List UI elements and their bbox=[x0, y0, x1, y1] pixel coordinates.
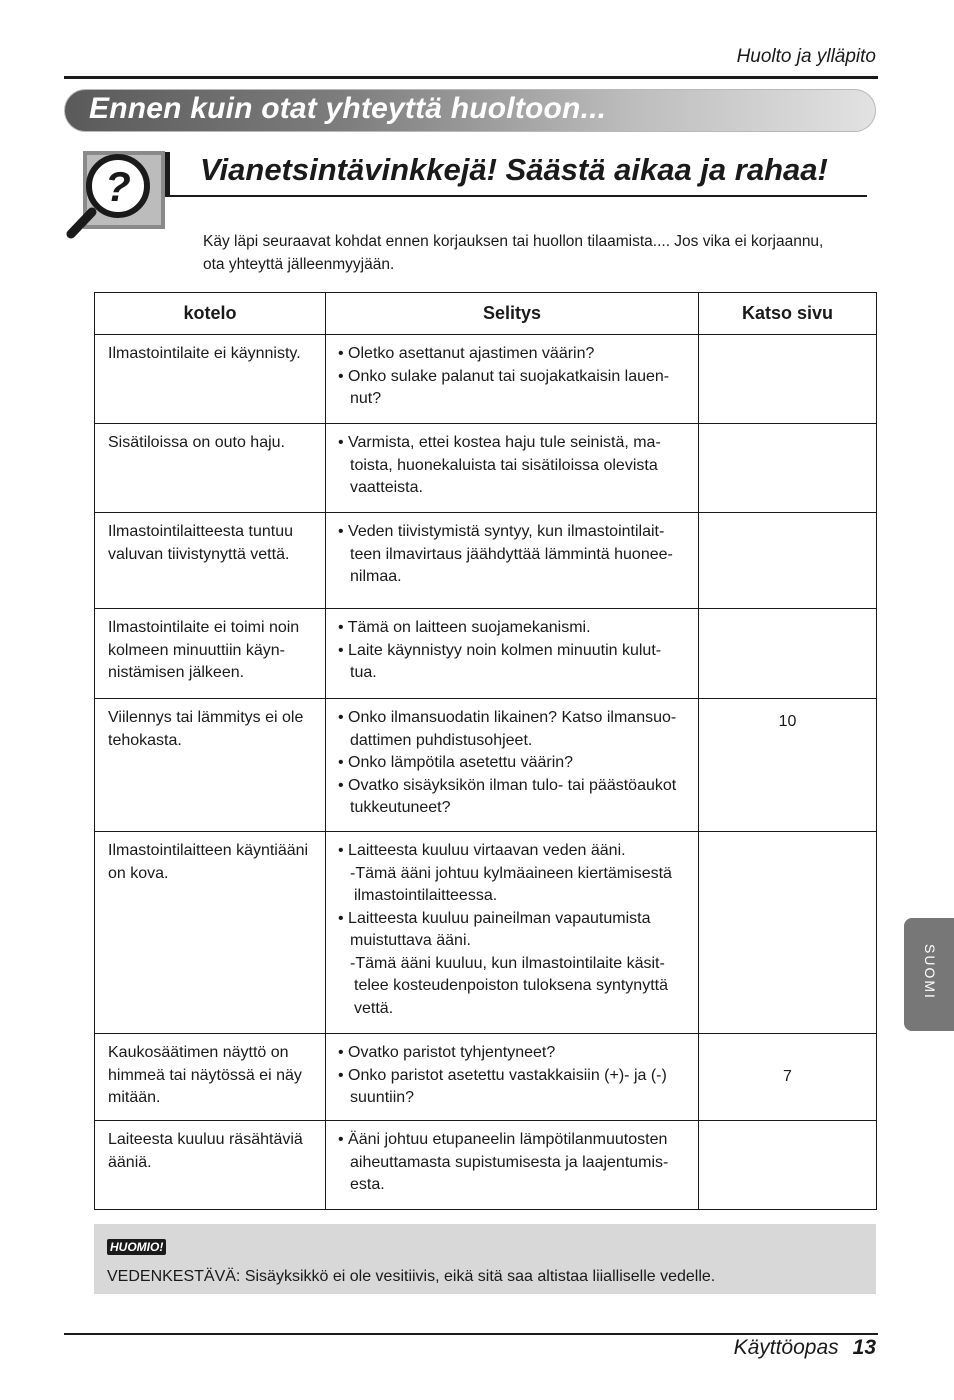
explanation-cell bbox=[326, 424, 699, 513]
magnifier-question-icon bbox=[66, 150, 168, 240]
explanation-line: esta. bbox=[350, 1176, 385, 1193]
bottom-divider bbox=[64, 1333, 878, 1335]
explanation-line: teen ilmavirtaus jäähdyttää lämmintä huonee- bbox=[350, 545, 673, 563]
explanation-line: • Laitteesta kuuluu paineilman vapautumista bbox=[338, 909, 651, 927]
intro-text bbox=[203, 230, 863, 276]
explanation-line: • Laitteesta kuuluu virtaavan veden ääni. bbox=[338, 842, 626, 859]
language-tab-label: SUOMI bbox=[922, 944, 938, 1000]
language-tab bbox=[904, 918, 954, 1031]
case-line: mitään. bbox=[108, 1089, 161, 1106]
explanation-line: -Tämä ääni kuuluu, kun ilmastointilaite käsit- bbox=[350, 954, 665, 972]
tip-heading-bar bbox=[165, 152, 170, 196]
case-cell bbox=[95, 335, 326, 424]
explanation-line: • Ovatko paristot tyhjentyneet? bbox=[338, 1044, 556, 1061]
explanation-line: suuntiin? bbox=[350, 1089, 415, 1106]
explanation-line: aiheuttamasta supistumisesta ja laajentumis- bbox=[350, 1153, 669, 1171]
table-header-row bbox=[95, 293, 877, 335]
explanation-line: telee kosteudenpoiston tuloksena syntynyttä bbox=[354, 977, 668, 994]
table-row bbox=[95, 513, 877, 609]
note-box bbox=[94, 1224, 876, 1294]
table-row bbox=[95, 335, 877, 424]
case-cell bbox=[95, 513, 326, 609]
explanation-line: • Varmista, ettei kostea haju tule seinistä, ma- bbox=[338, 434, 661, 451]
tips-underline bbox=[165, 195, 867, 197]
case-cell bbox=[95, 832, 326, 1034]
page-cell bbox=[699, 424, 877, 513]
column-header-case: kotelo bbox=[95, 293, 326, 335]
case-line: Laiteesta kuuluu räsähtäviä bbox=[108, 1131, 303, 1148]
case-line: kolmeen minuuttiin käyn- bbox=[108, 641, 285, 659]
case-line: Sisätiloissa on outo haju. bbox=[108, 434, 285, 451]
page-cell bbox=[699, 335, 877, 424]
case-line: valuvan tiivistynyttä vettä. bbox=[108, 545, 290, 563]
explanation-line: toista, huonekaluista tai sisätiloissa olevista bbox=[350, 456, 658, 474]
case-line: Ilmastointilaitteesta tuntuu bbox=[108, 523, 293, 540]
explanation-cell bbox=[326, 335, 699, 424]
table-row bbox=[95, 832, 877, 1034]
explanation-line: muistuttava ääni. bbox=[350, 932, 471, 949]
explanation-cell bbox=[326, 609, 699, 699]
footer bbox=[734, 1336, 876, 1360]
note-badge: HUOMIO! bbox=[107, 1239, 166, 1255]
case-line: Ilmastointilaitteen käyntiääni bbox=[108, 842, 309, 859]
explanation-line: nilmaa. bbox=[350, 568, 402, 585]
explanation-cell bbox=[326, 513, 699, 609]
case-line: Viilennys tai lämmitys ei ole bbox=[108, 709, 304, 726]
case-line: himmeä tai näytössä ei näy bbox=[108, 1066, 302, 1084]
page-cell bbox=[699, 609, 877, 699]
intro-line: Käy läpi seuraavat kohdat ennen korjauksen tai huollon tilaamista.... Jos vika ei korjaannu, bbox=[203, 233, 824, 250]
column-header-explanation: Selitys bbox=[326, 293, 699, 335]
table-row bbox=[95, 1034, 877, 1121]
explanation-line: • Onko sulake palanut tai suojakatkaisin lauen- bbox=[338, 367, 670, 385]
column-header-page: Katso sivu bbox=[699, 293, 877, 335]
top-divider bbox=[64, 76, 878, 79]
case-line: ääniä. bbox=[108, 1153, 152, 1171]
page-cell bbox=[699, 832, 877, 1034]
page-number: 13 bbox=[852, 1336, 876, 1359]
case-line: Kaukosäätimen näyttö on bbox=[108, 1044, 289, 1061]
explanation-line: vettä. bbox=[354, 999, 394, 1017]
case-line: Ilmastointilaite ei toimi noin bbox=[108, 619, 300, 636]
note-text: VEDENKESTÄVÄ: Sisäyksikkö ei ole vesitiivis, eikä sitä saa altistaa liialliselle vedelle. bbox=[107, 1268, 716, 1285]
explanation-line: • Onko paristot asetettu vastakkaisiin (+)- ja (-) bbox=[338, 1066, 667, 1084]
case-cell bbox=[95, 424, 326, 513]
case-cell bbox=[95, 1121, 326, 1210]
table-row bbox=[95, 699, 877, 832]
intro-line: ota yhteyttä jälleenmyyjään. bbox=[203, 256, 395, 273]
explanation-line: • Ovatko sisäyksikön ilman tulo- tai päästöaukot bbox=[338, 776, 677, 794]
page-cell bbox=[699, 513, 877, 609]
case-cell bbox=[95, 699, 326, 832]
case-line: tehokasta. bbox=[108, 731, 182, 749]
header-section-title: Huolto ja ylläpito bbox=[736, 46, 876, 67]
explanation-line: ilmastointilaitteessa. bbox=[354, 887, 498, 904]
case-cell bbox=[95, 1034, 326, 1121]
svg-text:?: ? bbox=[105, 163, 131, 210]
explanation-line: dattimen puhdistusohjeet. bbox=[350, 731, 533, 749]
explanation-line: tua. bbox=[350, 664, 377, 681]
banner-title: Ennen kuin otat yhteyttä huoltoon... bbox=[89, 92, 607, 125]
footer-label: Käyttöopas bbox=[733, 1336, 839, 1359]
explanation-cell bbox=[326, 699, 699, 832]
case-line: Ilmastointilaite ei käynnisty. bbox=[108, 345, 301, 362]
tips-title: Vianetsintävinkkejä! Säästä aikaa ja rahaa! bbox=[200, 152, 828, 187]
table-row bbox=[95, 1121, 877, 1210]
explanation-cell bbox=[326, 1121, 699, 1210]
explanation-line: nut? bbox=[350, 390, 382, 407]
explanation-line: • Laite käynnistyy noin kolmen minuutin kulut- bbox=[338, 641, 662, 659]
explanation-line: -Tämä ääni johtuu kylmäaineen kiertämisestä bbox=[350, 864, 672, 882]
explanation-cell bbox=[326, 832, 699, 1034]
explanation-line: • Onko lämpötila asetettu väärin? bbox=[338, 754, 574, 771]
page-cell bbox=[699, 1121, 877, 1210]
troubleshooting-table bbox=[94, 292, 877, 1210]
explanation-line: • Tämä on laitteen suojamekanismi. bbox=[338, 619, 591, 636]
explanation-line: • Onko ilmansuodatin likainen? Katso ilmansuo- bbox=[338, 709, 677, 726]
page-cell: 7 bbox=[699, 1034, 877, 1121]
explanation-line: • Oletko asettanut ajastimen väärin? bbox=[338, 345, 595, 362]
explanation-cell bbox=[326, 1034, 699, 1121]
table-row bbox=[95, 424, 877, 513]
page-cell: 10 bbox=[699, 699, 877, 832]
explanation-line: vaatteista. bbox=[350, 479, 423, 496]
explanation-line: • Ääni johtuu etupaneelin lämpötilanmuutosten bbox=[338, 1131, 668, 1148]
explanation-line: • Veden tiivistymistä syntyy, kun ilmastointilait- bbox=[338, 523, 665, 540]
case-cell bbox=[95, 609, 326, 699]
case-line: on kova. bbox=[108, 864, 169, 882]
case-line: nistämisen jälkeen. bbox=[108, 664, 245, 681]
explanation-line: tukkeutuneet? bbox=[350, 799, 451, 816]
table-row bbox=[95, 609, 877, 699]
section-banner bbox=[64, 89, 876, 132]
